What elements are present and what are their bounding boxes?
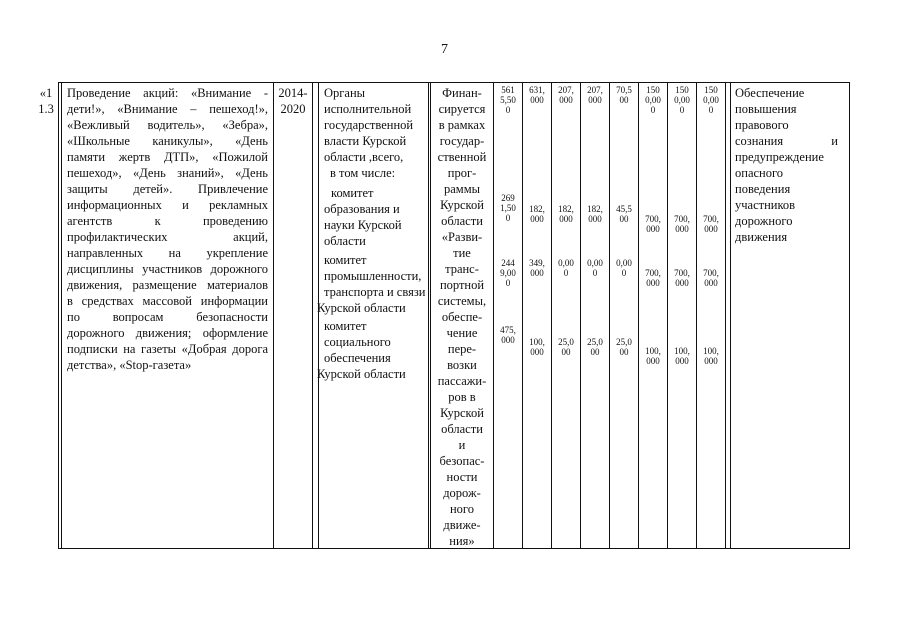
amount-total-col1 [494,85,522,115]
col-border [273,82,274,549]
result-word-2: и [831,134,838,148]
amount-committee1-col8 [697,214,725,234]
amount-line: 000 [646,356,660,366]
amount-line: 150 [646,85,660,95]
amount-line: 000 [675,356,689,366]
amount-line: 000 [675,278,689,288]
amount-line: 244 [501,258,515,268]
amount-line: 100, [703,346,719,356]
amount-line: 0,00 [558,258,574,268]
amount-line: 45,5 [616,204,632,214]
amount-committee3-col7 [668,346,696,366]
amount-line: 0 [505,213,511,223]
col-border [493,82,494,549]
amount-line: 700, [674,268,690,278]
amount-line: 700, [703,268,719,278]
amount-line: 150 [675,85,689,95]
amount-line: 561 [501,85,515,95]
amount-line: 9,00 [500,268,516,278]
amount-committee3-col2 [523,337,551,357]
amount-line: 000 [530,95,544,105]
amount-line: 000 [704,224,718,234]
amount-line: 150 [704,85,718,95]
amount-line: 0,00 [587,258,603,268]
amount-line: 00 [561,347,571,357]
col-border [551,82,552,549]
amount-line: 0 [679,105,685,115]
amount-line: 0 [505,278,511,288]
amount-line: 0,00 [674,95,690,105]
amount-line: 700, [703,214,719,224]
col-border [638,82,639,549]
amount-line: 000 [559,95,573,105]
col-border [849,82,850,549]
amount-line: 70,5 [616,85,632,95]
col-border [312,82,313,549]
period: 2014- 2020 [278,86,308,116]
amount-total-col6 [639,85,667,115]
amount-line: 000 [675,224,689,234]
amount-line: 000 [559,214,573,224]
amount-line: 0,00 [703,95,719,105]
executors-including: в том числе: [330,166,396,180]
amount-line: 1,50 [500,203,516,213]
amount-committee1-col1 [494,193,522,223]
amount-line: 000 [530,268,544,278]
amount-line: 100, [674,346,690,356]
amount-line: 000 [704,278,718,288]
amount-line: 700, [645,268,661,278]
amount-line: 100, [645,346,661,356]
amount-total-col3 [552,85,580,105]
amount-line: 0 [621,268,627,278]
col-border [696,82,697,549]
amount-committee2-col1 [494,258,522,288]
amount-committee3-col4 [581,337,609,357]
amount-line: 00 [619,347,629,357]
amount-total-col8 [697,85,725,115]
amount-committee3-col5 [610,337,638,357]
amount-committee3-col1 [494,325,522,345]
amount-committee2-col4 [581,258,609,278]
executor-committee-social: комитет социального обеспечения Курской области [317,319,406,381]
table-top-border [58,82,850,83]
amount-committee1-col6 [639,214,667,234]
amount-line: 631, [529,85,545,95]
amount-line: 349, [529,258,545,268]
col-border [609,82,610,549]
amount-line: 0 [650,105,656,115]
financing-source: Финан- сируется в рамках государ- ственной прог- раммы Курской области «Разви- тие транс- портной системы, обеспе- чение пере- возки пассажи- ров в Курской области и безопас- ности дорож- ного движе- ния» [437,86,487,548]
amount-line: 0 [708,105,714,115]
amount-committee1-col4 [581,204,609,224]
amount-total-col5 [610,85,638,105]
amount-line: 00 [619,95,629,105]
amount-line: 000 [588,214,602,224]
amount-line: 700, [645,214,661,224]
amount-line: 182, [529,204,545,214]
amount-committee2-col8 [697,268,725,288]
executors-main: Органы исполнительной государственной власти Курской области ,всего, [324,86,414,164]
amount-committee2-col5 [610,258,638,278]
amount-total-col4 [581,85,609,105]
col-border [725,82,726,549]
amount-line: 000 [530,214,544,224]
col-border [667,82,668,549]
amount-line: 000 [704,356,718,366]
amount-total-col2 [523,85,551,105]
amount-committee2-col2 [523,258,551,278]
amount-line: 0 [592,268,598,278]
amount-committee2-col6 [639,268,667,288]
amount-committee1-col3 [552,204,580,224]
page-number: 7 [441,42,448,57]
amount-line: 182, [558,204,574,214]
amount-committee1-col2 [523,204,551,224]
col-border [730,82,731,549]
amount-line: 207, [587,85,603,95]
expected-result: Обеспечение повышения правового сознания и предупреждение опасного поведения участников дорожного движения [735,86,838,244]
amount-line: 182, [587,204,603,214]
row-index: «1 1.3 [38,86,54,116]
amount-committee2-col3 [552,258,580,278]
amount-committee3-col6 [639,346,667,366]
amount-line: 25,0 [587,337,603,347]
amount-line: 000 [646,224,660,234]
amount-committee3-col3 [552,337,580,357]
amount-line: 269 [501,193,515,203]
amount-line: 5,50 [500,95,516,105]
amount-committee3-col8 [697,346,725,366]
amount-line: 0 [505,105,511,115]
amount-total-col7 [668,85,696,115]
amount-line: 207, [558,85,574,95]
amount-committee2-col7 [668,268,696,288]
result-word-1: сознания [735,134,784,148]
amount-line: 0 [563,268,569,278]
amount-committee1-col7 [668,214,696,234]
amount-line: 00 [619,214,629,224]
col-border [580,82,581,549]
action-description: Проведение акций: «Внимание - дети!», «Внимание – пешеход!», «Вежливый водитель», «Зебра», «Школьные каникулы», «День памяти жертв ДТП», «Пожилой пешеход», «День знаний», «День защиты детей». Привлечение информационных и рекламных агентств к проведению профилактических акций, направленных на укрепление дисциплины участников дорожного движения, размещение материалов в средствах массовой информации по вопросам безопасности дорожного движения; оформление подписки на газеты «Добрая дорога детства», «Stop-газета» [67,86,268,372]
amount-line: 475, [500,325,516,335]
amount-line: 25,0 [558,337,574,347]
amount-line: 00 [590,347,600,357]
amount-committee1-col5 [610,204,638,224]
amount-line: 100, [529,337,545,347]
amount-line: 000 [588,95,602,105]
amount-line: 0,00 [616,258,632,268]
amount-line: 0,00 [645,95,661,105]
amount-line: 000 [530,347,544,357]
executor-committee-transport: комитет промышленности, транспорта и связи Курской области [317,253,426,315]
amount-line: 000 [646,278,660,288]
amount-line: 25,0 [616,337,632,347]
executor-committee-education: комитет образования и науки Курской области [324,186,402,248]
col-border [58,82,59,549]
col-border [61,82,62,549]
amount-line: 700, [674,214,690,224]
col-border [522,82,523,549]
amount-line: 000 [501,335,515,345]
